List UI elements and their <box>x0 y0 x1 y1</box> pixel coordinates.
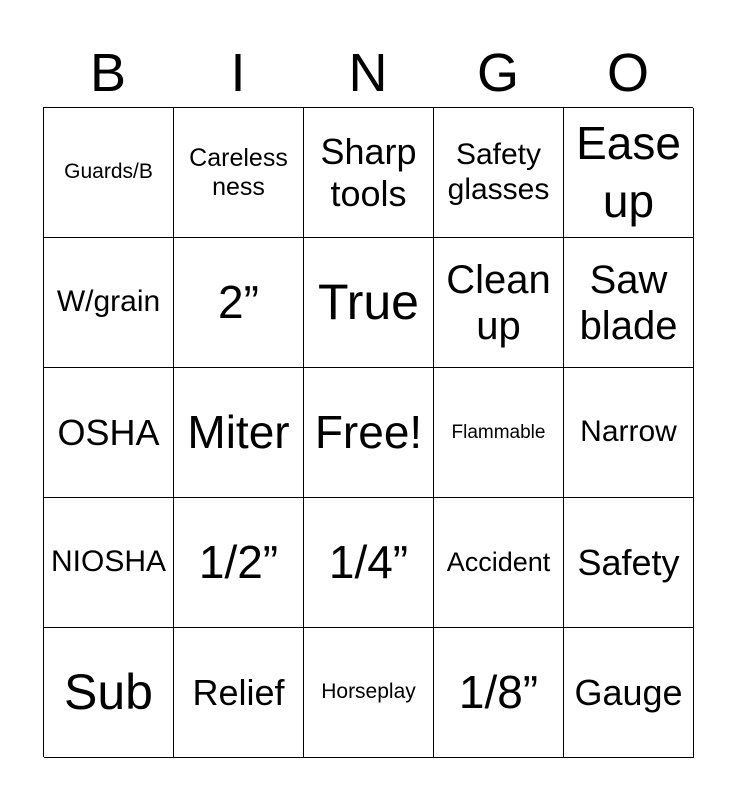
bingo-header <box>43 40 693 106</box>
cell-label: 1/4” <box>328 536 409 589</box>
cell-label: Miter <box>187 406 290 459</box>
bingo-cell-r4-c3[interactable] <box>434 628 564 758</box>
bingo-cell-r2-c2[interactable] <box>304 368 434 498</box>
cell-label: OSHA <box>57 411 160 453</box>
bingo-cell-r0-c4[interactable] <box>564 108 694 238</box>
cell-label: 1/8” <box>458 666 539 719</box>
header-letter-b: B <box>89 43 127 103</box>
bingo-cell-r1-c4[interactable] <box>564 238 694 368</box>
bingo-board <box>43 107 693 757</box>
bingo-cell-r3-c2[interactable] <box>304 498 434 628</box>
cell-label: True <box>318 273 419 330</box>
bingo-cell-r2-c1[interactable] <box>174 368 304 498</box>
bingo-cell-r4-c2[interactable] <box>304 628 434 758</box>
bingo-cell-r4-c4[interactable] <box>564 628 694 758</box>
bingo-cell-r4-c0[interactable] <box>44 628 174 758</box>
cell-label: Ease up <box>576 117 681 227</box>
cell-label: Horseplay <box>321 680 416 704</box>
bingo-cell-r0-c0[interactable] <box>44 108 174 238</box>
bingo-cell-r0-c2[interactable] <box>304 108 434 238</box>
bingo-cell-r1-c0[interactable] <box>44 238 174 368</box>
bingo-cell-r0-c1[interactable] <box>174 108 304 238</box>
bingo-cell-r3-c1[interactable] <box>174 498 304 628</box>
bingo-cell-r3-c4[interactable] <box>564 498 694 628</box>
cell-label: Safety glasses <box>447 138 550 206</box>
cell-label: Clean up <box>446 257 551 348</box>
bingo-cell-r1-c3[interactable] <box>434 238 564 368</box>
header-letter-g: G <box>476 43 519 103</box>
cell-label: Narrow <box>580 415 677 449</box>
bingo-cell-r1-c1[interactable] <box>174 238 304 368</box>
cell-label: Sharp tools <box>320 131 417 214</box>
bingo-cell-r2-c4[interactable] <box>564 368 694 498</box>
cell-label: Saw blade <box>579 257 678 348</box>
cell-label: NIOSHA <box>50 545 167 579</box>
cell-label: Careless ness <box>189 143 288 201</box>
cell-label: Gauge <box>574 671 683 713</box>
cell-label: Relief <box>192 671 285 713</box>
cell-label: 2” <box>218 276 259 329</box>
bingo-cell-r2-c3[interactable] <box>434 368 564 498</box>
bingo-cell-r3-c3[interactable] <box>434 498 564 628</box>
cell-label: Flammable <box>451 421 546 443</box>
cell-label: W/grain <box>56 285 161 319</box>
cell-label: Safety <box>577 541 680 583</box>
header-letter-i: I <box>230 43 246 103</box>
free-space-label: Free! <box>314 406 423 459</box>
bingo-cell-r2-c0[interactable] <box>44 368 174 498</box>
cell-label: Guards/B <box>64 160 153 184</box>
bingo-cell-r3-c0[interactable] <box>44 498 174 628</box>
cell-label: Sub <box>64 663 153 720</box>
bingo-cell-r0-c3[interactable] <box>434 108 564 238</box>
bingo-cell-r4-c1[interactable] <box>174 628 304 758</box>
bingo-cell-r1-c2[interactable] <box>304 238 434 368</box>
header-letter-n: N <box>348 43 388 103</box>
cell-label: Accident <box>446 546 551 577</box>
header-letter-o: O <box>606 43 649 103</box>
cell-label: 1/2” <box>198 536 279 589</box>
